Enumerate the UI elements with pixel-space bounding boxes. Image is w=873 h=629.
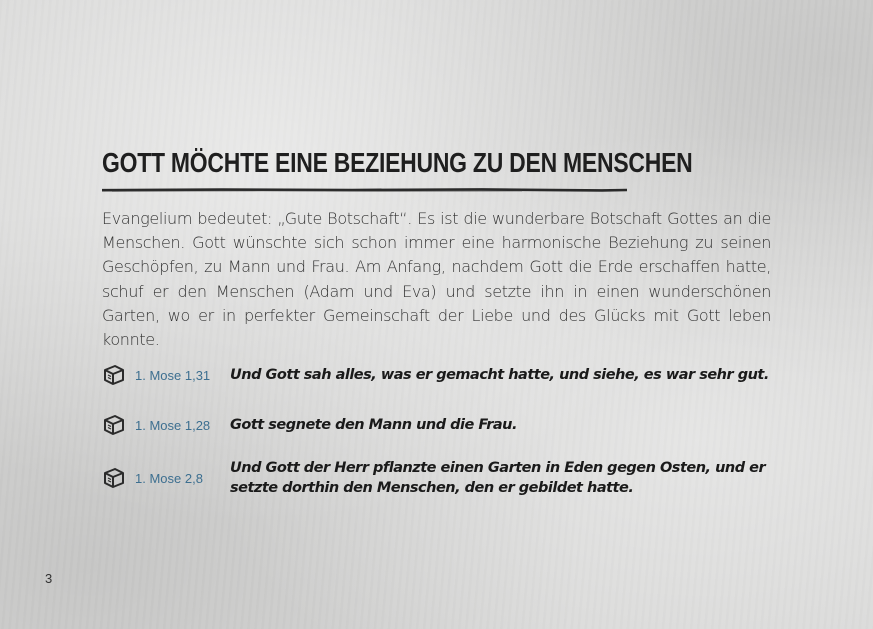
verse-reference: 1. Mose 2,8 [135,470,203,486]
verse-text: Und Gott der Herr pflanzte einen Garten in Eden gegen Osten, und er setzte dorthin den Menschen, den er gebildet hatte. [230,460,766,496]
verse-item [102,364,774,386]
verse-reference: 1. Mose 1,31 [135,367,211,383]
book-icon [102,467,126,489]
page-number: 3 [45,571,53,586]
verse-text: Gott segnete den Mann und die Frau. [230,417,517,433]
verse-item [102,458,774,498]
verse-reference: 1. Mose 1,28 [135,417,211,433]
intro-paragraph: Evangelium bedeutet: „Gute Botschaft“. Es ist die wunderbare Botschaft Gottes an die Menschen. Gott wünschte sich schon immer eine harmonische Beziehung zu seinen Geschöpfen, zu Mann und Frau. Am Anfang, nachdem Gott die Erde erschaffen hatte, schuf er den Menschen (Adam und Eva) und setzte ihn in einen wunderschönen Garten, wo er in perfekter Gemeinschaft der Liebe und des Glücks mit Gott leben konnte. [102,209,771,350]
verse-text: Und Gott sah alles, was er gemacht hatte, und siehe, es war sehr gut. [230,367,769,383]
book-icon [102,364,126,386]
title-underline [102,187,627,193]
page-title: GOTT MÖCHTE EINE BEZIEHUNG ZU DEN MENSCHEN [102,147,693,178]
verse-item [102,414,774,436]
book-icon [102,414,126,436]
